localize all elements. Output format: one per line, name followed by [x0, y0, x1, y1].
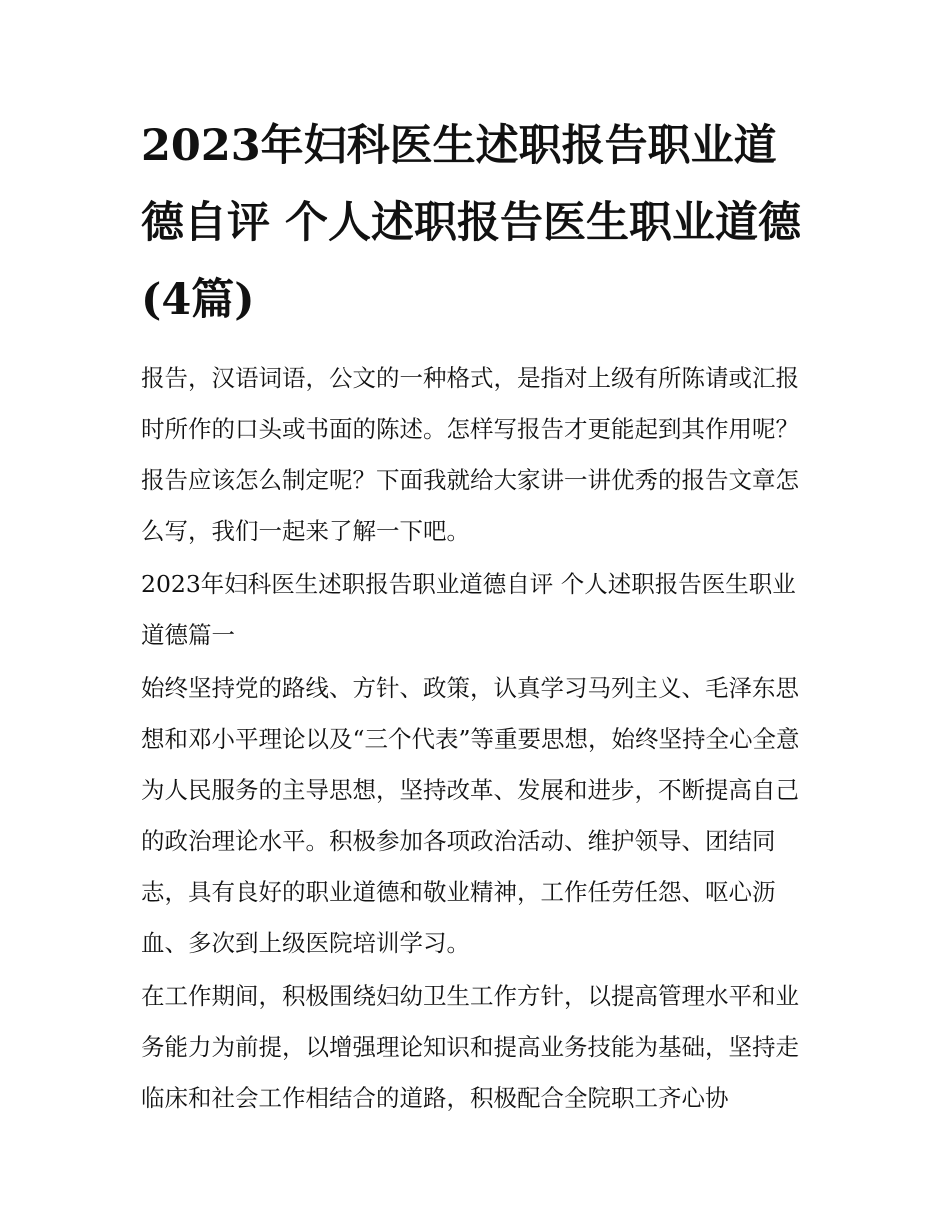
body-paragraph: 始终坚持党的路线、方针、政策，认真学习马列主义、毛泽东思想和邓小平理论以及“三个代表”等重要思想，始终坚持全心全意为人民服务的主导思想，坚持改革、发展和进步，不断提高自己的政治理论水平。积极参加各项政治活动、维护领导、团结同志，具有良好的职业道德和敬业精神，工作任劳任怨、呕心沥血、多次到上级医院培训学习。 [141, 674, 800, 957]
document-body [141, 108, 811, 1124]
intro-paragraph: 报告，汉语词语，公文的一种格式，是指对上级有所陈请或汇报时所作的口头或书面的陈述。怎样写报告才更能起到其作用呢？报告应该怎么制定呢？下面我就给大家讲一讲优秀的报告文章怎么写，我们一起来了解一下吧。 [141, 364, 799, 545]
document-title: 2023年妇科医生述职报告职业道德自评 个人述职报告医生职业道德(4篇) [141, 121, 801, 325]
section-heading: 2023年妇科医生述职报告职业道德自评 个人述职报告医生职业道德篇一 [141, 570, 796, 649]
body-paragraph: 在工作期间，积极围绕妇幼卫生工作方针，以提高管理水平和业务能力为前提，以增强理论知识和提高业务技能为基础，坚持走临床和社会工作相结合的道路，积极配合全院职工齐心协 [141, 982, 799, 1112]
